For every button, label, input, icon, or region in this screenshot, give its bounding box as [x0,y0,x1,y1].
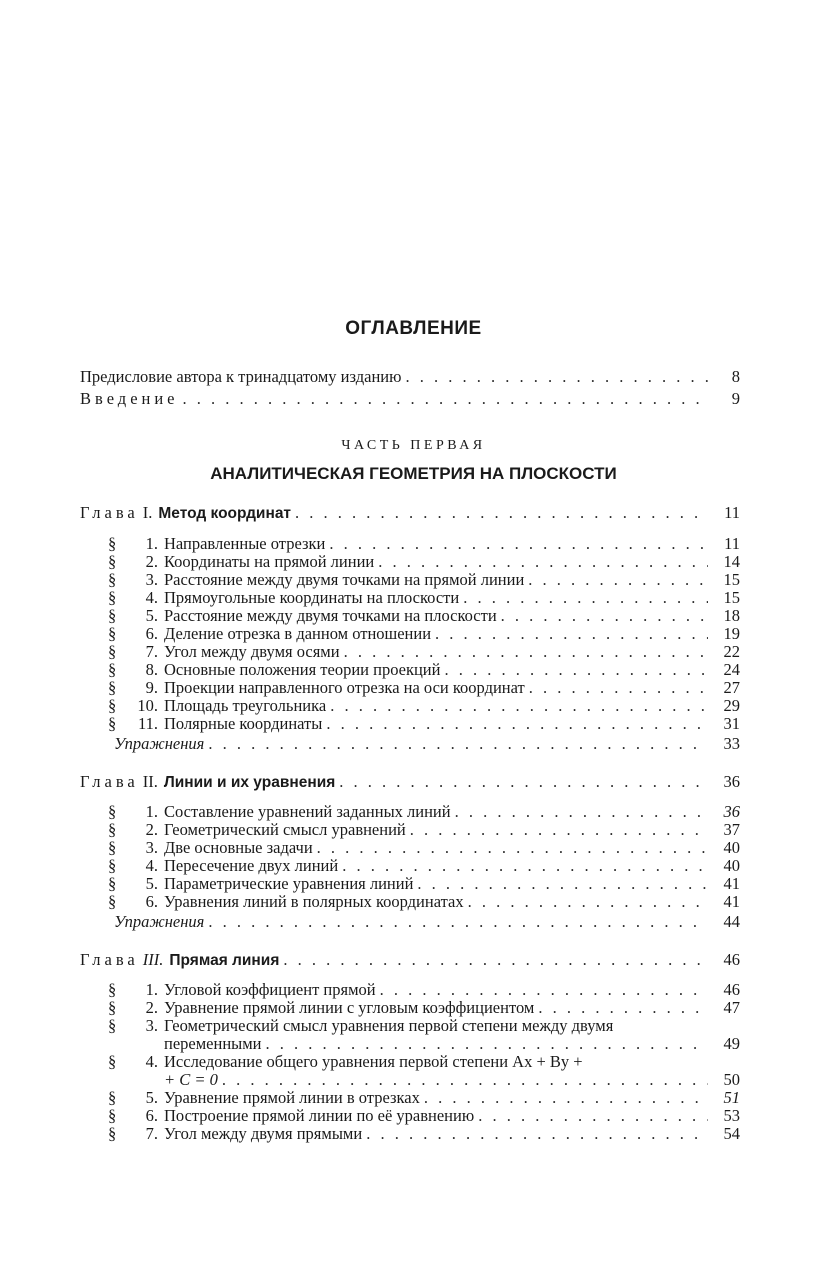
page-number: 54 [723,1124,740,1143]
page-number: 18 [723,606,740,625]
section-title: Основные положения теории проекций [164,660,441,679]
leader-dots [380,980,708,1000]
section-sign: § [108,678,117,697]
toc-exercises[interactable] [114,912,740,932]
toc-section[interactable] [108,660,740,680]
exercises-label: Упражнения [114,912,205,931]
section-number: 1. [145,802,158,821]
section-sign: § [108,1088,117,1107]
toc-section[interactable] [108,820,740,840]
leader-dots [317,838,708,858]
section-sign: § [108,874,117,893]
chapter-word: Глава [80,503,139,522]
toc-section[interactable] [108,678,740,698]
page-title: ОГЛАВЛЕНИЕ [345,318,482,339]
toc-section-cont[interactable] [108,1070,740,1090]
leader-dots [538,998,708,1018]
section-number: 3. [145,1016,158,1035]
section-sign: § [108,606,117,625]
page-number: 41 [723,874,740,893]
section-number: 2. [145,820,158,839]
chapter-name: Линии и их уравнения [163,774,336,791]
section-title: Полярные координаты [164,714,323,733]
leader-dots [417,874,708,894]
toc-entry-introduction[interactable] [80,389,740,409]
toc-section[interactable] [108,696,740,716]
section-title: Уравнение прямой линии в отрезках [164,1088,420,1107]
section-number: 5. [145,606,158,625]
page-number: 15 [723,570,740,589]
toc-chapter-1[interactable] [80,503,740,523]
page-number: 9 [731,389,740,408]
section-title-cont: переменными [164,1034,262,1053]
leader-dots [424,1088,708,1108]
chapter-name: Прямая линия [169,952,280,969]
chapter-word: Глава [80,950,139,969]
entry-label: Введение [80,389,179,408]
toc-section[interactable] [108,892,740,912]
page-number: 15 [723,588,740,607]
leader-dots [330,696,708,716]
section-title: Угол между двумя осями [164,642,340,661]
toc-section[interactable] [108,588,740,608]
chapter-word: Глава [80,772,139,791]
section-sign: § [108,588,117,607]
toc-chapter-3[interactable] [80,950,740,970]
section-sign: § [108,660,117,679]
toc-section[interactable] [108,624,740,644]
leader-dots [405,367,708,387]
toc-section[interactable] [108,1088,740,1108]
section-sign: § [108,856,117,875]
section-sign: § [108,534,117,553]
leader-dots [435,624,708,644]
section-number: 8. [145,660,158,679]
page-number: 41 [723,892,740,911]
section-number: 4. [145,1052,158,1071]
page-number: 11 [724,534,740,553]
toc-section[interactable] [108,552,740,572]
section-title: Пересечение двух линий [164,856,339,875]
toc-section[interactable] [108,1052,740,1072]
section-number: 9. [145,678,158,697]
section-number: 5. [145,874,158,893]
section-number: 4. [145,588,158,607]
leader-dots [529,678,708,698]
leader-dots [455,802,708,822]
toc-section[interactable] [108,534,740,554]
section-number: 3. [145,838,158,857]
entry-label: Предисловие автора к тринадцатому изданию [80,367,402,386]
part-label: ЧАСТЬ ПЕРВАЯ [341,438,486,453]
toc-section[interactable] [108,606,740,626]
page-number: 40 [723,838,740,857]
section-number: 4. [145,856,158,875]
page-number: 46 [723,950,740,969]
section-title: Расстояние между двумя точками на прямой линии [164,570,525,589]
section-title: Деление отрезка в данном отношении [164,624,432,643]
page-number: 44 [723,912,740,931]
leader-dots [208,734,708,754]
toc-entry-preface[interactable] [80,367,740,387]
section-number: 3. [145,570,158,589]
leader-dots [222,1070,708,1090]
leader-dots [366,1124,708,1144]
section-title: Две основные задачи [164,838,313,857]
page-number: 19 [723,624,740,643]
toc-section[interactable] [108,980,740,1000]
section-title: Угловой коэффициент прямой [164,980,376,999]
section-title: Исследование общего уравнения первой степени Ax + By + [164,1052,583,1071]
page-number: 31 [723,714,740,733]
leader-dots [501,606,708,626]
section-sign: § [108,892,117,911]
section-sign: § [108,642,117,661]
section-sign: § [108,1124,117,1143]
chapter-name: Метод координат [158,505,292,522]
toc-section[interactable] [108,856,740,876]
section-sign: § [108,1016,117,1035]
section-title: Геометрический смысл уравнений [164,820,406,839]
section-sign: § [108,1052,117,1071]
chapter-number: I. [142,503,153,522]
page-number: 11 [724,503,740,522]
section-number: 5. [145,1088,158,1107]
leader-dots [266,1034,708,1054]
section-number: 10. [137,696,158,715]
page-number: 51 [723,1088,740,1107]
section-number: 1. [145,980,158,999]
page-number: 53 [723,1106,740,1125]
page-number: 8 [731,367,740,386]
section-title: Уравнения линий в полярных координатах [164,892,464,911]
page-number: 36 [723,772,740,791]
section-sign: § [108,696,117,715]
exercises-label: Упражнения [114,734,205,753]
section-title: Составление уравнений заданных линий [164,802,451,821]
page-number: 33 [723,734,740,753]
leader-dots [208,912,708,932]
toc-section[interactable] [108,1124,740,1144]
section-title: Прямоугольные координаты на плоскости [164,588,460,607]
section-sign: § [108,980,117,999]
leader-dots [339,772,708,792]
toc-section[interactable] [108,642,740,662]
section-sign: § [108,998,117,1017]
section-sign: § [108,570,117,589]
leader-dots [463,588,708,608]
leader-dots [295,503,708,523]
section-title: Угол между двумя прямыми [164,1124,363,1143]
section-sign: § [108,802,117,821]
section-number: 1. [145,534,158,553]
page-number: 36 [723,802,740,821]
leader-dots [478,1106,708,1126]
section-number: 7. [145,642,158,661]
page-number: 46 [723,980,740,999]
section-sign: § [108,820,117,839]
leader-dots [378,552,708,572]
section-sign: § [108,714,117,733]
section-title: Расстояние между двумя точками на плоскости [164,606,497,625]
leader-dots [326,714,708,734]
section-number: 7. [145,1124,158,1143]
toc-section[interactable] [108,998,740,1018]
toc-section[interactable] [108,838,740,858]
section-title: Направленные отрезки [164,534,326,553]
chapter-number: III. [142,950,164,969]
page-number: 50 [723,1070,740,1089]
part-title: АНАЛИТИЧЕСКАЯ ГЕОМЕТРИЯ НА ПЛОСКОСТИ [210,464,617,483]
section-sign: § [108,624,117,643]
page-number: 14 [723,552,740,571]
section-title: Координаты на прямой линии [164,552,375,571]
section-sign: § [108,552,117,571]
leader-dots [410,820,708,840]
leader-dots [344,642,708,662]
leader-dots [329,534,708,554]
page-number: 37 [723,820,740,839]
section-title: Параметрические уравнения линий [164,874,414,893]
leader-dots [283,950,708,970]
toc-section[interactable] [108,714,740,734]
toc-section[interactable] [108,874,740,894]
section-title-cont: + C = 0 [164,1070,218,1089]
page-number: 40 [723,856,740,875]
section-number: 11. [137,714,158,733]
page-number: 29 [723,696,740,715]
section-title: Уравнение прямой линии с угловым коэффициентом [164,998,535,1017]
section-title: Проекции направленного отрезка на оси координат [164,678,525,697]
section-number: 6. [145,892,158,911]
page-number: 47 [723,998,740,1017]
section-number: 2. [145,552,158,571]
page-number: 22 [723,642,740,661]
leader-dots [342,856,708,876]
toc-section-cont[interactable] [108,1034,740,1054]
section-sign: § [108,838,117,857]
leader-dots [444,660,708,680]
section-title: Геометрический смысл уравнения первой степени между двумя [164,1016,614,1035]
section-sign: § [108,1106,117,1125]
section-number: 6. [145,624,158,643]
toc-section[interactable] [108,802,740,822]
section-number: 2. [145,998,158,1017]
section-number: 6. [145,1106,158,1125]
leader-dots [183,389,708,409]
leader-dots [468,892,708,912]
leader-dots [528,570,708,590]
section-title: Площадь треугольника [164,696,327,715]
toc-section[interactable] [108,1106,740,1126]
chapter-number: II. [142,772,158,791]
page-number: 27 [723,678,740,697]
page-number: 49 [723,1034,740,1053]
toc-section[interactable] [108,570,740,590]
toc-chapter-2[interactable] [80,772,740,792]
toc-exercises[interactable] [114,734,740,754]
toc-section[interactable] [108,1016,740,1036]
page-number: 24 [723,660,740,679]
section-title: Построение прямой линии по её уравнению [164,1106,475,1125]
